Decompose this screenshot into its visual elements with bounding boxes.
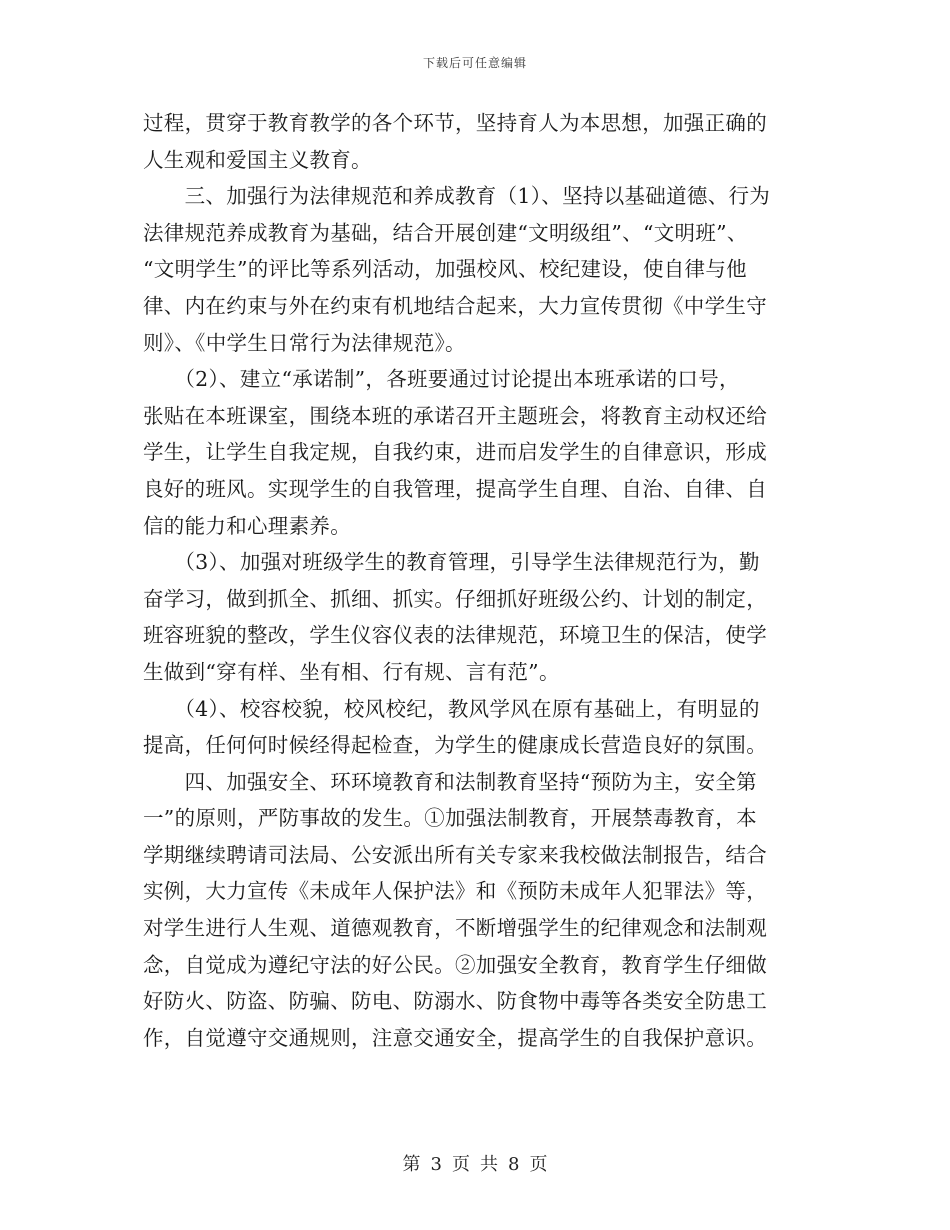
text-line: 良好的班风。实现学生的自我管理，提高学生自理、自治、自律、自: [143, 476, 767, 501]
text-line: 作，自觉遵守交通规则，注意交通安全，提高学生的自我保护意识。: [143, 1025, 767, 1050]
text-line: 学期继续聘请司法局、公安派出所有关专家来我校做法制报告，结合: [143, 842, 767, 867]
text-line: 念，自觉成为遵纪守法的好公民。②加强安全教育，教育学生仔细做: [143, 952, 767, 977]
text-line: 对学生进行人生观、道德观教育，不断增强学生的纪律观念和法制观: [143, 916, 767, 941]
text-line: “文明学生”的评比等系列活动，加强校风、校纪建设，使自律与他: [143, 257, 747, 282]
text-line: 三、加强行为法律规范和养成教育（1）、坚持以基础道德、行为: [143, 184, 771, 209]
footer-suffix: 页: [529, 1154, 548, 1175]
current-page-number: 3: [430, 1154, 442, 1175]
text-line: 人生观和爱国主义教育。: [143, 147, 372, 172]
text-line: 过程，贯穿于教育教学的各个环节，坚持育人为本思想，加强正确的: [143, 111, 767, 135]
text-line: 提高，任何何时候经得起检查，为学生的健康成长营造良好的氛围。: [143, 733, 767, 758]
footer-total-word: 共: [480, 1154, 498, 1175]
text-line: （4）、校容校貌，校风校纪，教风学风在原有基础上，有明显的: [143, 696, 760, 721]
text-line: 律、内在约束与外在约束有机地结合起来，大力宣传贯彻《中学生守: [143, 293, 767, 318]
text-line: 一”的原则，严防事故的发生。①加强法制教育，开展禁毒教育，本: [143, 806, 757, 831]
text-line: 生做到“穿有样、坐有相、行有规、言有范”。: [143, 659, 560, 684]
text-line: 好防火、防盗、防骗、防电、防溺水、防食物中毒等各类安全防患工: [143, 989, 767, 1014]
text-line: 学生，让学生自我定规，自我约束，进而启发学生的自律意识，形成: [143, 440, 767, 465]
text-line: 法律规范养成教育为基础，结合开展创建“文明级组”、“文明班”、: [143, 220, 748, 245]
text-line: （2）、建立“承诺制”，各班要通过讨论提出本班承诺的口号，: [143, 367, 740, 392]
text-line: 班容班貌的整改，学生仪容仪表的法律规范，环境卫生的保洁，使学: [143, 623, 767, 648]
text-line: 则》、《中学生日常行为法律规范》。: [143, 330, 466, 355]
text-line: 信的能力和心理素养。: [143, 513, 351, 538]
document-body: [143, 105, 808, 1056]
text-line: 四、加强安全、环环境教育和法制教育坚持“预防为主，安全第: [143, 769, 757, 794]
footer-prefix: 第: [402, 1154, 421, 1175]
page-footer: [0, 1150, 950, 1176]
total-pages-number: 8: [508, 1154, 520, 1175]
footer-page-word: 页: [452, 1154, 470, 1175]
text-line: 奋学习，做到抓全、抓细、抓实。仔细抓好班级公约、计划的制定，: [143, 586, 767, 611]
text-line: （3）、加强对班级学生的教育管理，引导学生法律规范行为，勤: [143, 550, 760, 575]
text-line: 实例，大力宣传《未成年人保护法》和《预防未成年人犯罪法》等，: [143, 879, 767, 904]
text-line: 张贴在本班课室，围绕本班的承诺召开主题班会，将教育主动权还给: [143, 403, 767, 428]
page-header-note: 下载后可任意编辑: [422, 56, 527, 70]
